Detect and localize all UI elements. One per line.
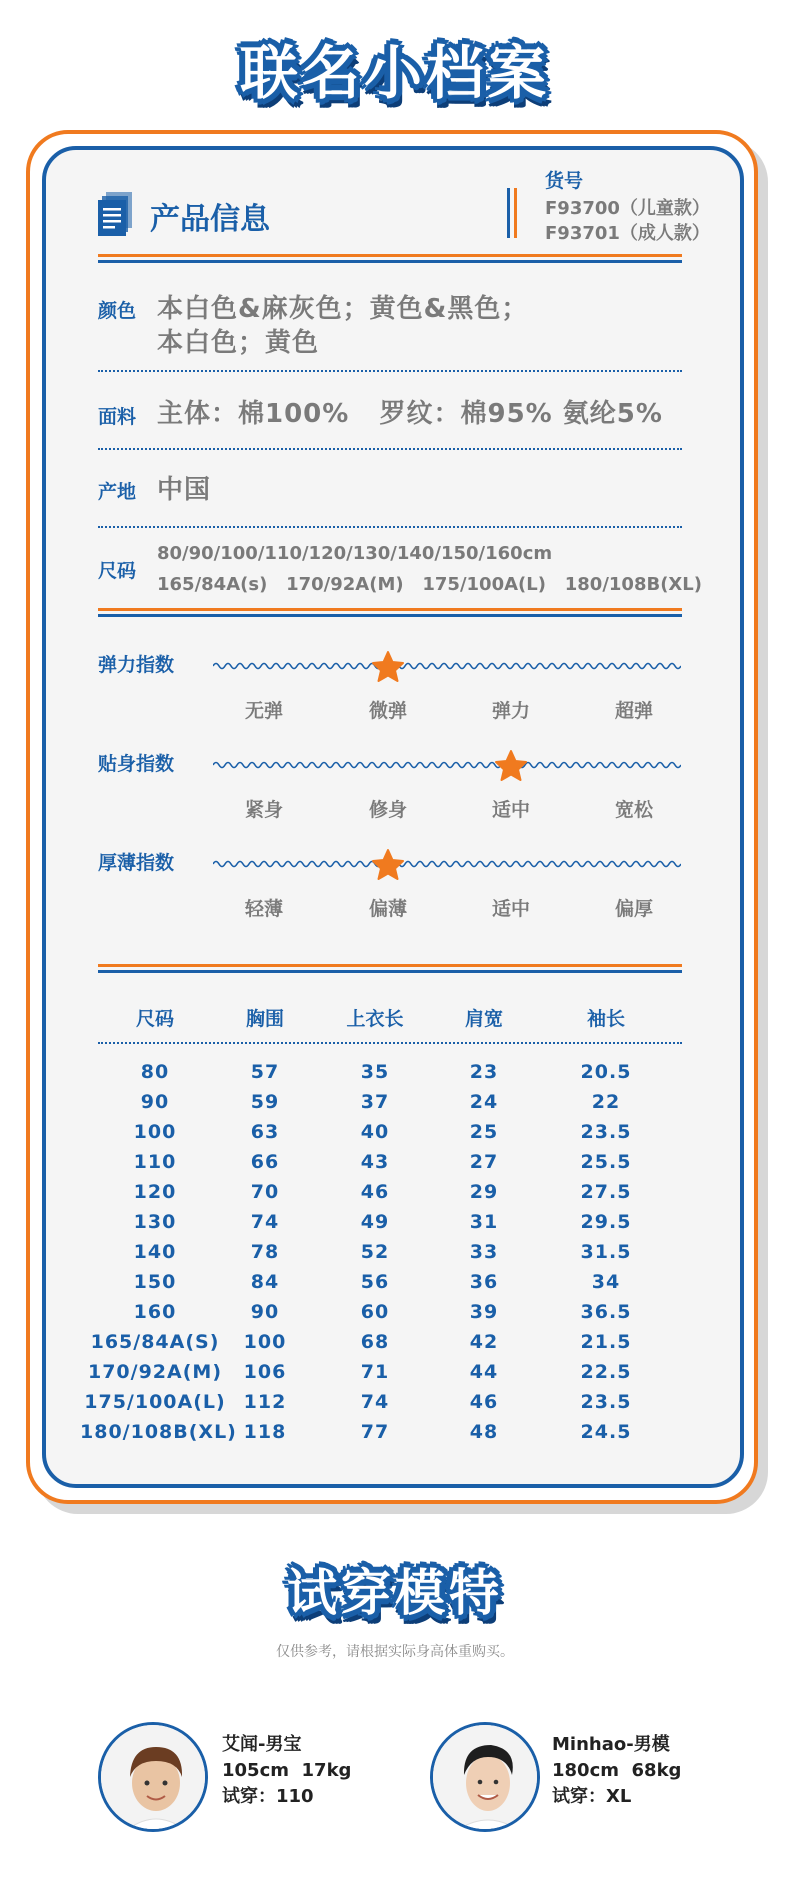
fabric-value: 主体：棉100% 罗纹：棉95% 氨纶5% [157,399,663,429]
index-star-marker [371,848,405,882]
index-wave-line [213,658,681,674]
index-label: 厚薄指数 [98,852,175,874]
table-header-cell: 上衣长 [346,1008,404,1030]
table-cell: 60 [360,1301,390,1323]
table-cell: 24.5 [580,1421,632,1443]
index-scale-label: 超弹 [614,700,653,722]
table-cell: 90 [140,1091,170,1113]
index-scale-label: 偏厚 [614,898,653,920]
size-value-line2: 165/84A(s) 170/92A(M) 175/100A(L) 180/108B(XL) [157,574,703,595]
table-cell: 48 [469,1421,499,1443]
model-tryon: 试穿：XL [552,1786,632,1807]
table-cell: 160 [133,1301,177,1323]
table-cell: 120 [133,1181,177,1203]
table-header-cell: 胸围 [245,1008,284,1030]
table-cell: 70 [250,1181,280,1203]
color-label: 颜色 [98,300,137,322]
table-cell: 63 [250,1121,280,1143]
models-note: 仅供参考，请根据实际身高体重购买。 [276,1644,514,1660]
table-cell: 150 [133,1271,177,1293]
index-star-marker [494,749,528,783]
table-cell: 22 [591,1091,621,1113]
table-cell: 39 [469,1301,499,1323]
table-cell: 140 [133,1241,177,1263]
avatar [98,1722,208,1832]
index-star-marker [371,650,405,684]
model-tryon: 试穿：110 [222,1786,314,1807]
table-cell: 27.5 [580,1181,632,1203]
table-cell: 77 [360,1421,390,1443]
index-scale-label: 无弹 [244,700,283,722]
table-cell: 29.5 [580,1211,632,1233]
table-cell: 37 [360,1091,390,1113]
models-title: 试穿模特 [287,1564,503,1622]
index-scale-label: 修身 [368,799,407,821]
table-cell: 118 [243,1421,287,1443]
table-cell: 36 [469,1271,499,1293]
table-cell: 68 [360,1331,390,1353]
table-cell: 34 [591,1271,621,1293]
table-cell: 100 [133,1121,177,1143]
table-header-divider [98,1042,682,1044]
table-cell: 74 [360,1391,390,1413]
table-cell: 25.5 [580,1151,632,1173]
table-cell: 42 [469,1331,499,1353]
row-divider [98,370,682,372]
table-header-cell: 袖长 [586,1008,625,1030]
table-cell: 36.5 [580,1301,632,1323]
product-info-heading: 产品信息 [150,202,270,237]
table-cell: 46 [469,1391,499,1413]
model-info [222,1732,351,1810]
size-label: 尺码 [98,560,137,582]
table-cell: 100 [243,1331,287,1353]
sku-kids: F93700（儿童款） [545,198,710,219]
table-cell: 33 [469,1241,499,1263]
table-cell: 66 [250,1151,280,1173]
model-info [552,1732,681,1810]
avatar [430,1722,540,1832]
index-scale-label: 宽松 [614,799,653,821]
section-rule [98,608,682,616]
divider-orange [514,188,517,238]
origin-label: 产地 [98,481,137,503]
table-cell: 46 [360,1181,390,1203]
index-scale-label: 微弹 [368,700,407,722]
table-cell: 80 [140,1061,170,1083]
fabric-label: 面料 [98,406,137,428]
index-scale-label: 偏薄 [368,898,407,920]
divider-blue [507,188,510,238]
table-cell: 175/100A(L) [84,1391,226,1413]
table-cell: 71 [360,1361,390,1383]
table-cell: 23.5 [580,1121,632,1143]
color-value-line2: 本白色；黄色 [157,328,320,358]
index-wave-line [213,856,681,872]
model-name: Minhao-男模 [552,1734,670,1755]
table-cell: 23.5 [580,1391,632,1413]
index-scale-label: 适中 [491,799,530,821]
table-cell: 110 [133,1151,177,1173]
model-name: 艾闻-男宝 [222,1734,302,1755]
table-cell: 25 [469,1121,499,1143]
size-value-line1: 80/90/100/110/120/130/140/150/160cm [157,543,553,564]
page-title: 联名小档案 [239,39,550,107]
index-scale-label: 轻薄 [244,898,283,920]
index-scale-label: 适中 [491,898,530,920]
table-cell: 40 [360,1121,390,1143]
index-label: 弹力指数 [98,654,175,676]
table-header-cell: 尺码 [135,1008,174,1030]
table-cell: 78 [250,1241,280,1263]
table-cell: 21.5 [580,1331,632,1353]
table-cell: 24 [469,1091,499,1113]
table-cell: 29 [469,1181,499,1203]
table-cell: 57 [250,1061,280,1083]
table-cell: 35 [360,1061,390,1083]
section-rule [98,964,682,972]
table-cell: 20.5 [580,1061,632,1083]
table-cell: 52 [360,1241,390,1263]
table-cell: 170/92A(M) [87,1361,223,1383]
table-cell: 22.5 [580,1361,632,1383]
model-stats: 180cm 68kg [552,1760,682,1781]
table-cell: 59 [250,1091,280,1113]
table-cell: 165/84A(S) [90,1331,220,1353]
index-wave-line [213,757,681,773]
color-value-line1: 本白色&麻灰色；黄色&黑色； [157,294,529,324]
table-cell: 44 [469,1361,499,1383]
table-cell: 49 [360,1211,390,1233]
table-header-cell: 肩宽 [464,1008,503,1030]
row-divider [98,448,682,450]
sku-adult: F93701（成人款） [545,223,710,244]
model-stats: 105cm 17kg [222,1760,352,1781]
table-cell: 43 [360,1151,390,1173]
document-icon [98,192,134,236]
origin-value: 中国 [157,475,212,505]
sku-label: 货号 [545,170,584,192]
index-scale-label: 弹力 [491,700,530,722]
table-cell: 112 [243,1391,287,1413]
table-cell: 74 [250,1211,280,1233]
index-scale-label: 紧身 [244,799,283,821]
row-divider [98,526,682,528]
table-cell: 180/108B(XL) [80,1421,237,1443]
table-cell: 31 [469,1211,499,1233]
table-cell: 23 [469,1061,499,1083]
index-label: 贴身指数 [98,753,175,775]
table-cell: 84 [250,1271,280,1293]
table-cell: 130 [133,1211,177,1233]
table-cell: 56 [360,1271,390,1293]
table-cell: 27 [469,1151,499,1173]
table-cell: 31.5 [580,1241,632,1263]
table-cell: 90 [250,1301,280,1323]
table-cell: 106 [243,1361,287,1383]
header-rule [98,254,682,262]
